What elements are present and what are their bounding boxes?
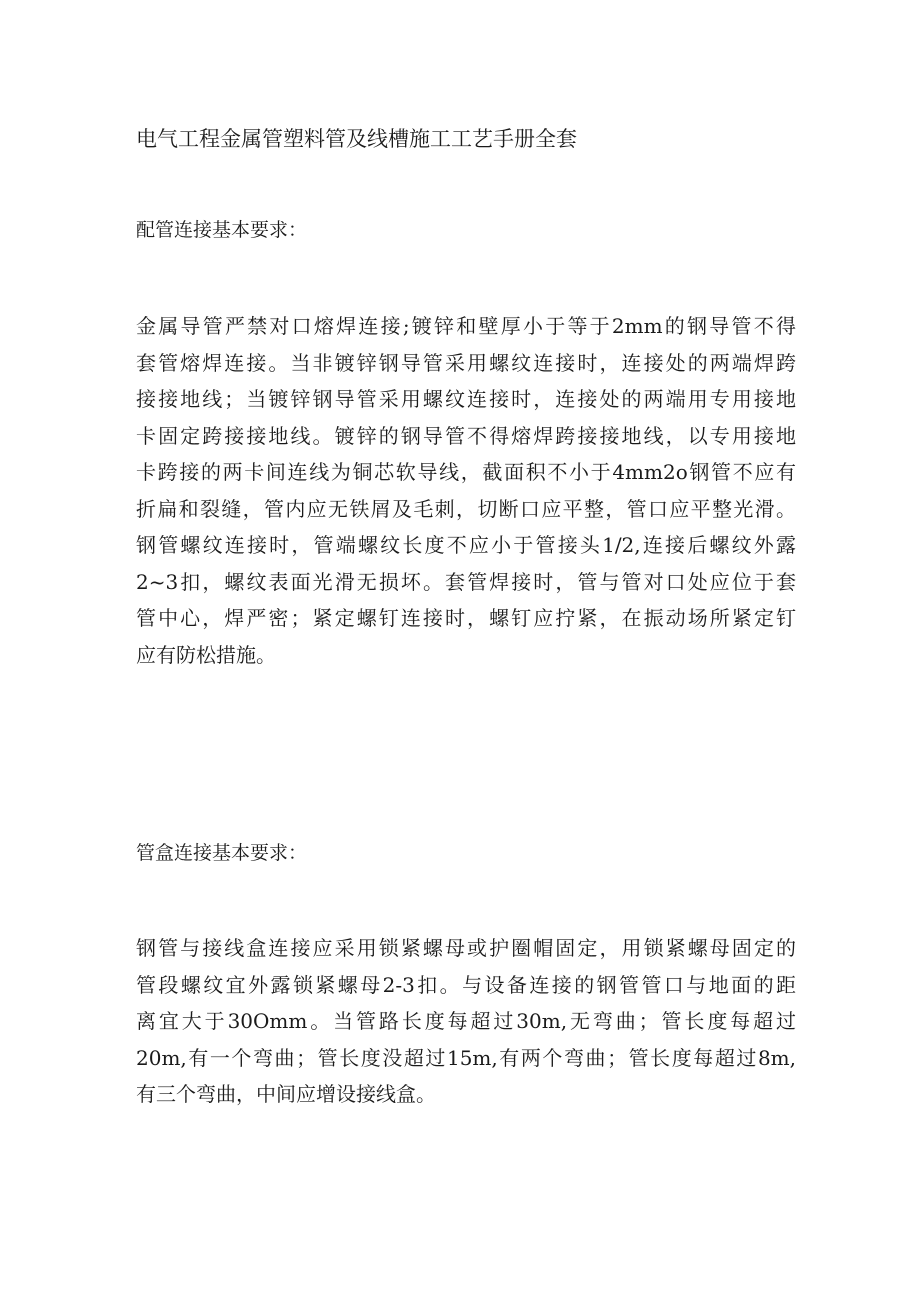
paragraph-line: 管段螺纹宜外露锁紧螺母2-3扣。与设备连接的钢管管口与地面的距 [136, 972, 796, 997]
paragraph-line: 套管熔焊连接。当非镀锌钢导管采用螺纹连接时，连接处的两端焊跨 [136, 350, 796, 375]
section-heading-box-connection: 管盒连接基本要求： [136, 842, 308, 864]
paragraph-pipe-connection [136, 308, 796, 673]
paragraph-line: 应有防松措施。 [136, 642, 276, 667]
section-heading-pipe-connection: 配管连接基本要求： [136, 219, 308, 241]
paragraph-line: 有三个弯曲，中间应增设接线盒。 [136, 1082, 436, 1106]
paragraph-line: 离宜大于30Omm。当管路长度每超过30m,无弯曲；管长度每超过 [136, 1009, 796, 1033]
paragraph-line: 接接地线；当镀锌钢导管采用螺纹连接时，连接处的两端用专用接地 [136, 387, 796, 411]
paragraph-box-connection [136, 930, 796, 1113]
paragraph-line: 钢管与接线盒连接应采用锁紧螺母或护圈帽固定，用锁紧螺母固定的 [136, 936, 796, 960]
paragraph-line: 卡固定跨接接地线。镀锌的钢导管不得熔焊跨接接地线，以专用接地 [136, 423, 796, 448]
paragraph-line: 折扁和裂缝，管内应无铁屑及毛刺，切断口应平整，管口应平整光滑。 [136, 496, 796, 521]
document-title: 电气工程金属管塑料管及线槽施工工艺手册全套 [136, 127, 577, 151]
paragraph-line: 钢管螺纹连接时，管端螺纹长度不应小于管接头1/2,连接后螺纹外露 [136, 533, 796, 557]
paragraph-line: 金属导管严禁对口熔焊连接;镀锌和壁厚小于等于2mm的钢导管不得 [136, 314, 796, 338]
paragraph-line: 20m,有一个弯曲；管长度没超过15m,有两个弯曲；管长度每超过8m, [136, 1045, 796, 1070]
paragraph-line: 2~3扣，螺纹表面光滑无损坏。套管焊接时，管与管对口处应位于套 [136, 569, 796, 594]
paragraph-line: 卡跨接的两卡间连线为铜芯软导线，截面积不小于4mm2o钢管不应有 [136, 460, 796, 484]
paragraph-line: 管中心，焊严密；紧定螺钉连接时，螺钉应拧紧，在振动场所紧定钉 [136, 606, 796, 630]
